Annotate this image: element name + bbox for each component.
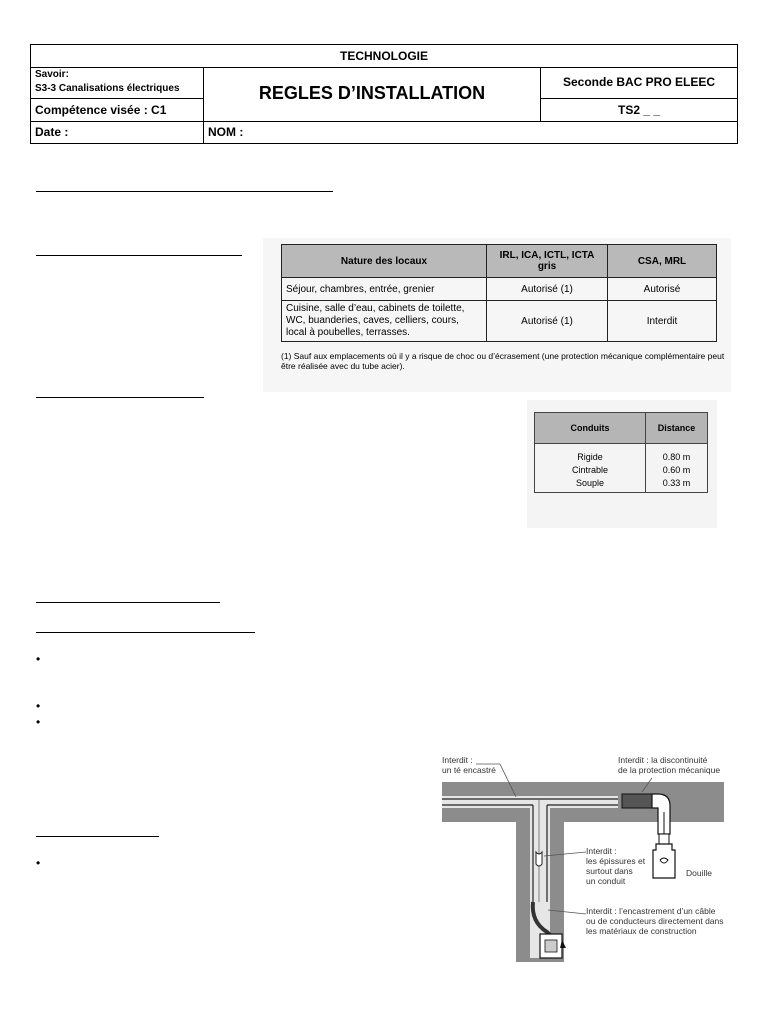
table-cell: 0.60 m: [646, 463, 708, 476]
protective-tube: [622, 794, 652, 808]
section-heading-line: [36, 602, 220, 603]
class-label: Seconde BAC PRO ELEEC: [562, 75, 716, 89]
table-footnote: (1) Sauf aux emplacements où il y a risque de choc ou d’écrasement (une protection mécanique complémentaire peut être réalisée avec du tube acier).: [281, 351, 725, 371]
table-cell: Souple: [535, 476, 646, 493]
table-cell: 0.80 m: [646, 444, 708, 464]
table-header-cell: Nature des locaux: [282, 245, 487, 278]
section-heading-line: [36, 397, 204, 398]
label-te-encastre: Interdit : un té encastré: [442, 755, 496, 775]
savoir-value: S3-3 Canalisations électriques: [35, 83, 180, 94]
table-cell: Interdit: [608, 301, 717, 342]
header-divider: [31, 121, 737, 122]
header-divider: [31, 98, 203, 99]
nom-label: NOM :: [208, 125, 244, 139]
installation-diagram: [438, 752, 738, 964]
group-label: TS2 _ _: [617, 103, 661, 117]
section-heading-line: [36, 255, 242, 256]
table-row: [535, 463, 708, 476]
main-title: REGLES D’INSTALLATION: [258, 83, 486, 103]
table-row: [535, 476, 708, 493]
table-cell: 0.33 m: [646, 476, 708, 493]
table-row: [282, 301, 717, 342]
label-douille: Douille: [686, 868, 712, 878]
bullet-point: •: [36, 856, 41, 870]
table-header-cell: IRL, ICA, ICTL, ICTA gris: [487, 245, 608, 278]
distance-table: [534, 412, 708, 493]
bullet-point: •: [36, 715, 41, 729]
table-cell: Autorisé (1): [487, 278, 608, 301]
table-header-cell: Distance: [646, 413, 708, 444]
table-header-cell: Conduits: [535, 413, 646, 444]
section-heading-line: [36, 632, 255, 633]
section-heading-line: [36, 836, 159, 837]
table-cell: Autorisé: [608, 278, 717, 301]
table-cell: Cintrable: [535, 463, 646, 476]
table-cell: Rigide: [535, 444, 646, 464]
table-cell: Séjour, chambres, entrée, grenier: [282, 278, 487, 301]
locaux-table-image: [263, 238, 731, 392]
groove: [442, 796, 618, 808]
bullet-point: •: [36, 652, 41, 666]
locaux-table: [281, 244, 717, 342]
savoir-label: Savoir:: [35, 69, 69, 80]
douille-icon: [653, 844, 675, 878]
label-discontinuite: Interdit : la discontinuité de la protection mécanique: [618, 755, 721, 775]
competence-label: Compétence visée : C1: [35, 103, 167, 117]
table-row: [282, 278, 717, 301]
header-divider: [31, 67, 737, 68]
date-label: Date :: [35, 125, 69, 139]
section-heading-line: [36, 191, 333, 192]
header-title: TECHNOLOGIE: [339, 49, 428, 63]
table-row: [535, 444, 708, 464]
distance-table-image: [527, 400, 717, 528]
header-divider: [203, 67, 204, 143]
header-table: [30, 44, 738, 144]
label-encastrement: Interdit : l’encastrement d’un câble ou de conducteurs directement dans les matériaux de construction: [586, 906, 724, 936]
bullet-point: •: [36, 699, 41, 713]
label-epissures: Interdit : les épissures et surtout dans un conduit: [586, 846, 646, 886]
table-cell: Autorisé (1): [487, 301, 608, 342]
table-cell: Cuisine, salle d’eau, cabinets de toilette, WC, buanderies, caves, celliers, cours, local à poubelles, terrasses.: [282, 301, 487, 342]
header-divider: [540, 98, 737, 99]
table-header-cell: CSA, MRL: [608, 245, 717, 278]
